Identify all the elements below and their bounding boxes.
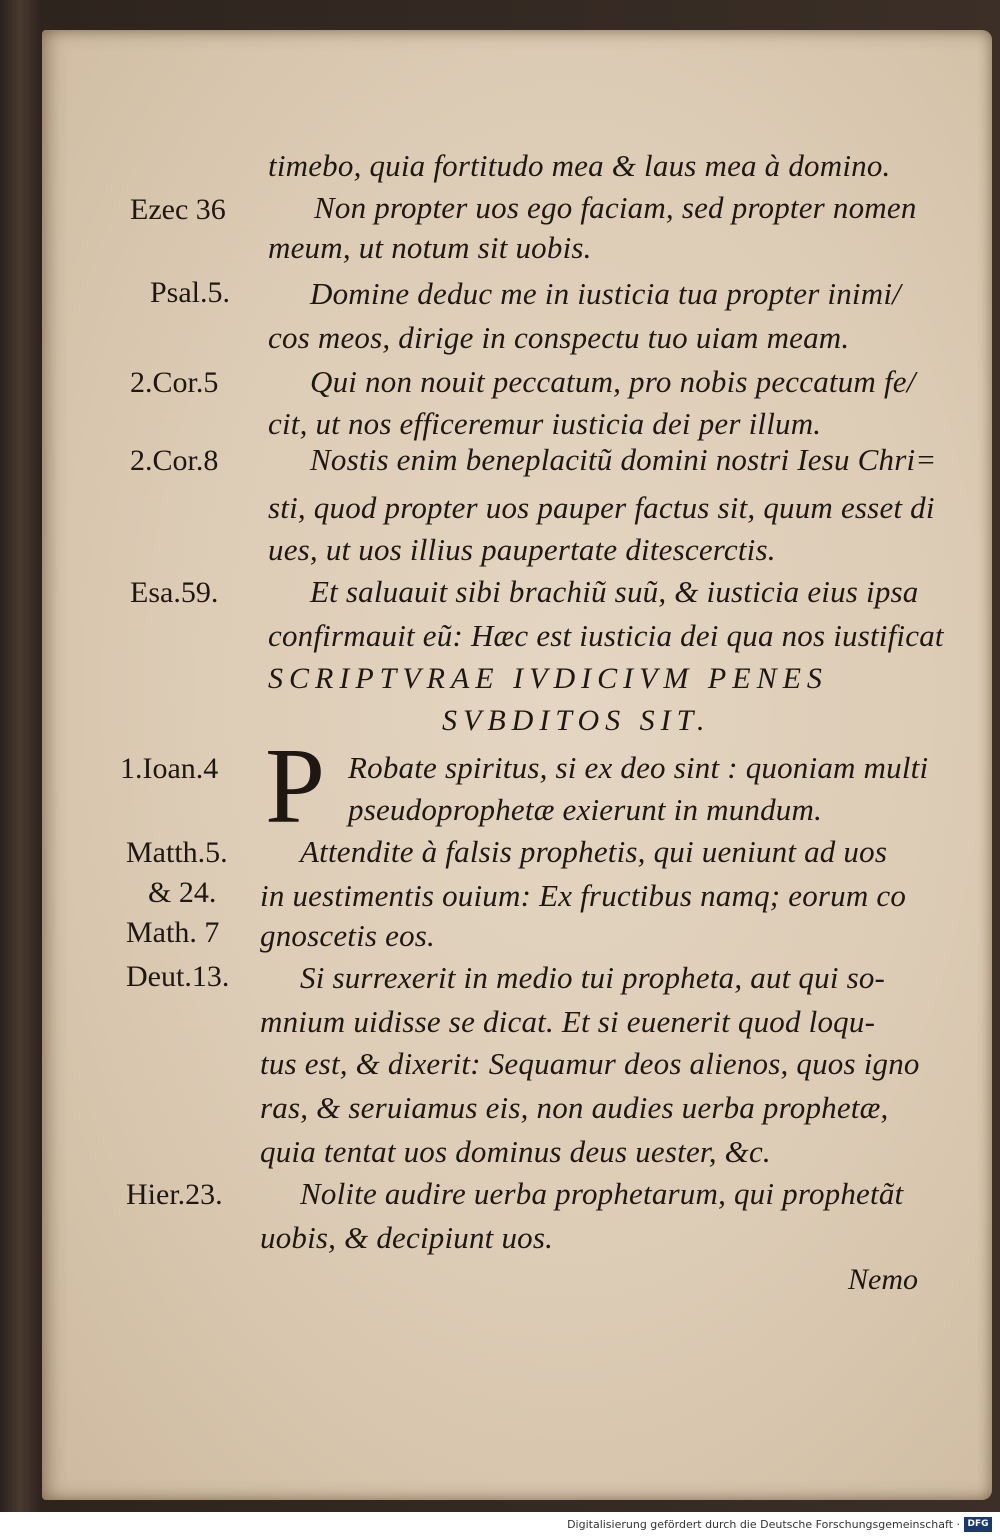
text-line: in uestimentis ouium: Ex fructibus namq; eorum co [260,878,907,913]
margin-note: 2.Cor.5 [130,366,219,399]
text-line: mnium uidisse se dicat. Et si euenerit quod loqu- [260,1004,876,1039]
text-line: Domine deduc me in iusticia tua propter inimi/ [310,276,901,311]
text-line: quia tentat uos dominus deus uester, &c. [260,1134,771,1169]
text-line: Qui non nouit peccatum, pro nobis peccatum fe/ [310,364,916,399]
margin-note: Psal.5. [150,276,231,309]
drop-capital: P [265,727,326,846]
text-line: Robate spiritus, si ex deo sint : quoniam multi [348,750,929,785]
margin-note: 2.Cor.8 [130,444,219,477]
text-line: Si surrexerit in medio tui propheta, aut qui so- [300,960,886,995]
footer-credit: Digitalisierung gefördert durch die Deutsche Forschungsgemeinschaft · [567,1518,960,1531]
text-line: Nostis enim beneplacitũ domini nostri Iesu Chri= [310,442,937,477]
text-line: ues, ut uos illius paupertate ditescerctis. [268,532,776,567]
dfg-logo: DFG [964,1517,992,1532]
margin-note: 1.Ioan.4 [120,752,219,785]
section-heading: SCRIPTVRAE IVDICIVM PENES [268,662,828,695]
margin-note: Esa.59. [130,576,219,609]
text-line: uobis, & decipiunt uos. [260,1220,554,1255]
digitization-footer [0,1512,1000,1538]
text-line: Non propter uos ego faciam, sed propter nomen [314,190,917,225]
text-line: tus est, & dixerit: Sequamur deos alienos, quos igno [260,1046,920,1081]
text-line: confirmauit eũ: Hæc est iusticia dei qua nos iustificat [268,618,944,653]
section-heading: SVBDITOS SIT. [442,704,711,737]
text-line: meum, ut notum sit uobis. [268,230,592,265]
book-page [42,30,992,1500]
text-line: cit, ut nos efficeremur iusticia dei per illum. [268,406,822,441]
text-line: Et saluauit sibi brachiũ suũ, & iusticia eius ipsa [310,574,919,609]
margin-note: & 24. [148,876,217,909]
margin-note: Math. 7 [126,916,220,949]
margin-note: Matth.5. [126,836,228,869]
margin-note: Hier.23. [126,1178,223,1211]
text-line: pseudoprophetæ exierunt in mundum. [348,792,823,827]
margin-note: Deut.13. [126,960,230,993]
text-line: cos meos, dirige in conspectu tuo uiam meam. [268,320,850,355]
text-line: timebo, quia fortitudo mea & laus mea à domino. [268,148,891,183]
text-line: ras, & seruiamus eis, non audies uerba prophetæ, [260,1090,889,1125]
text-line: sti, quod propter uos pauper factus sit, quum esset di [268,490,935,525]
text-line: gnoscetis eos. [260,918,435,953]
text-line: Nolite audire uerba prophetarum, qui prophetãt [300,1176,904,1211]
catchword: Nemo [848,1263,918,1296]
text-line: Attendite à falsis prophetis, qui ueniunt ad uos [300,834,888,869]
margin-note: Ezec 36 [130,193,226,226]
